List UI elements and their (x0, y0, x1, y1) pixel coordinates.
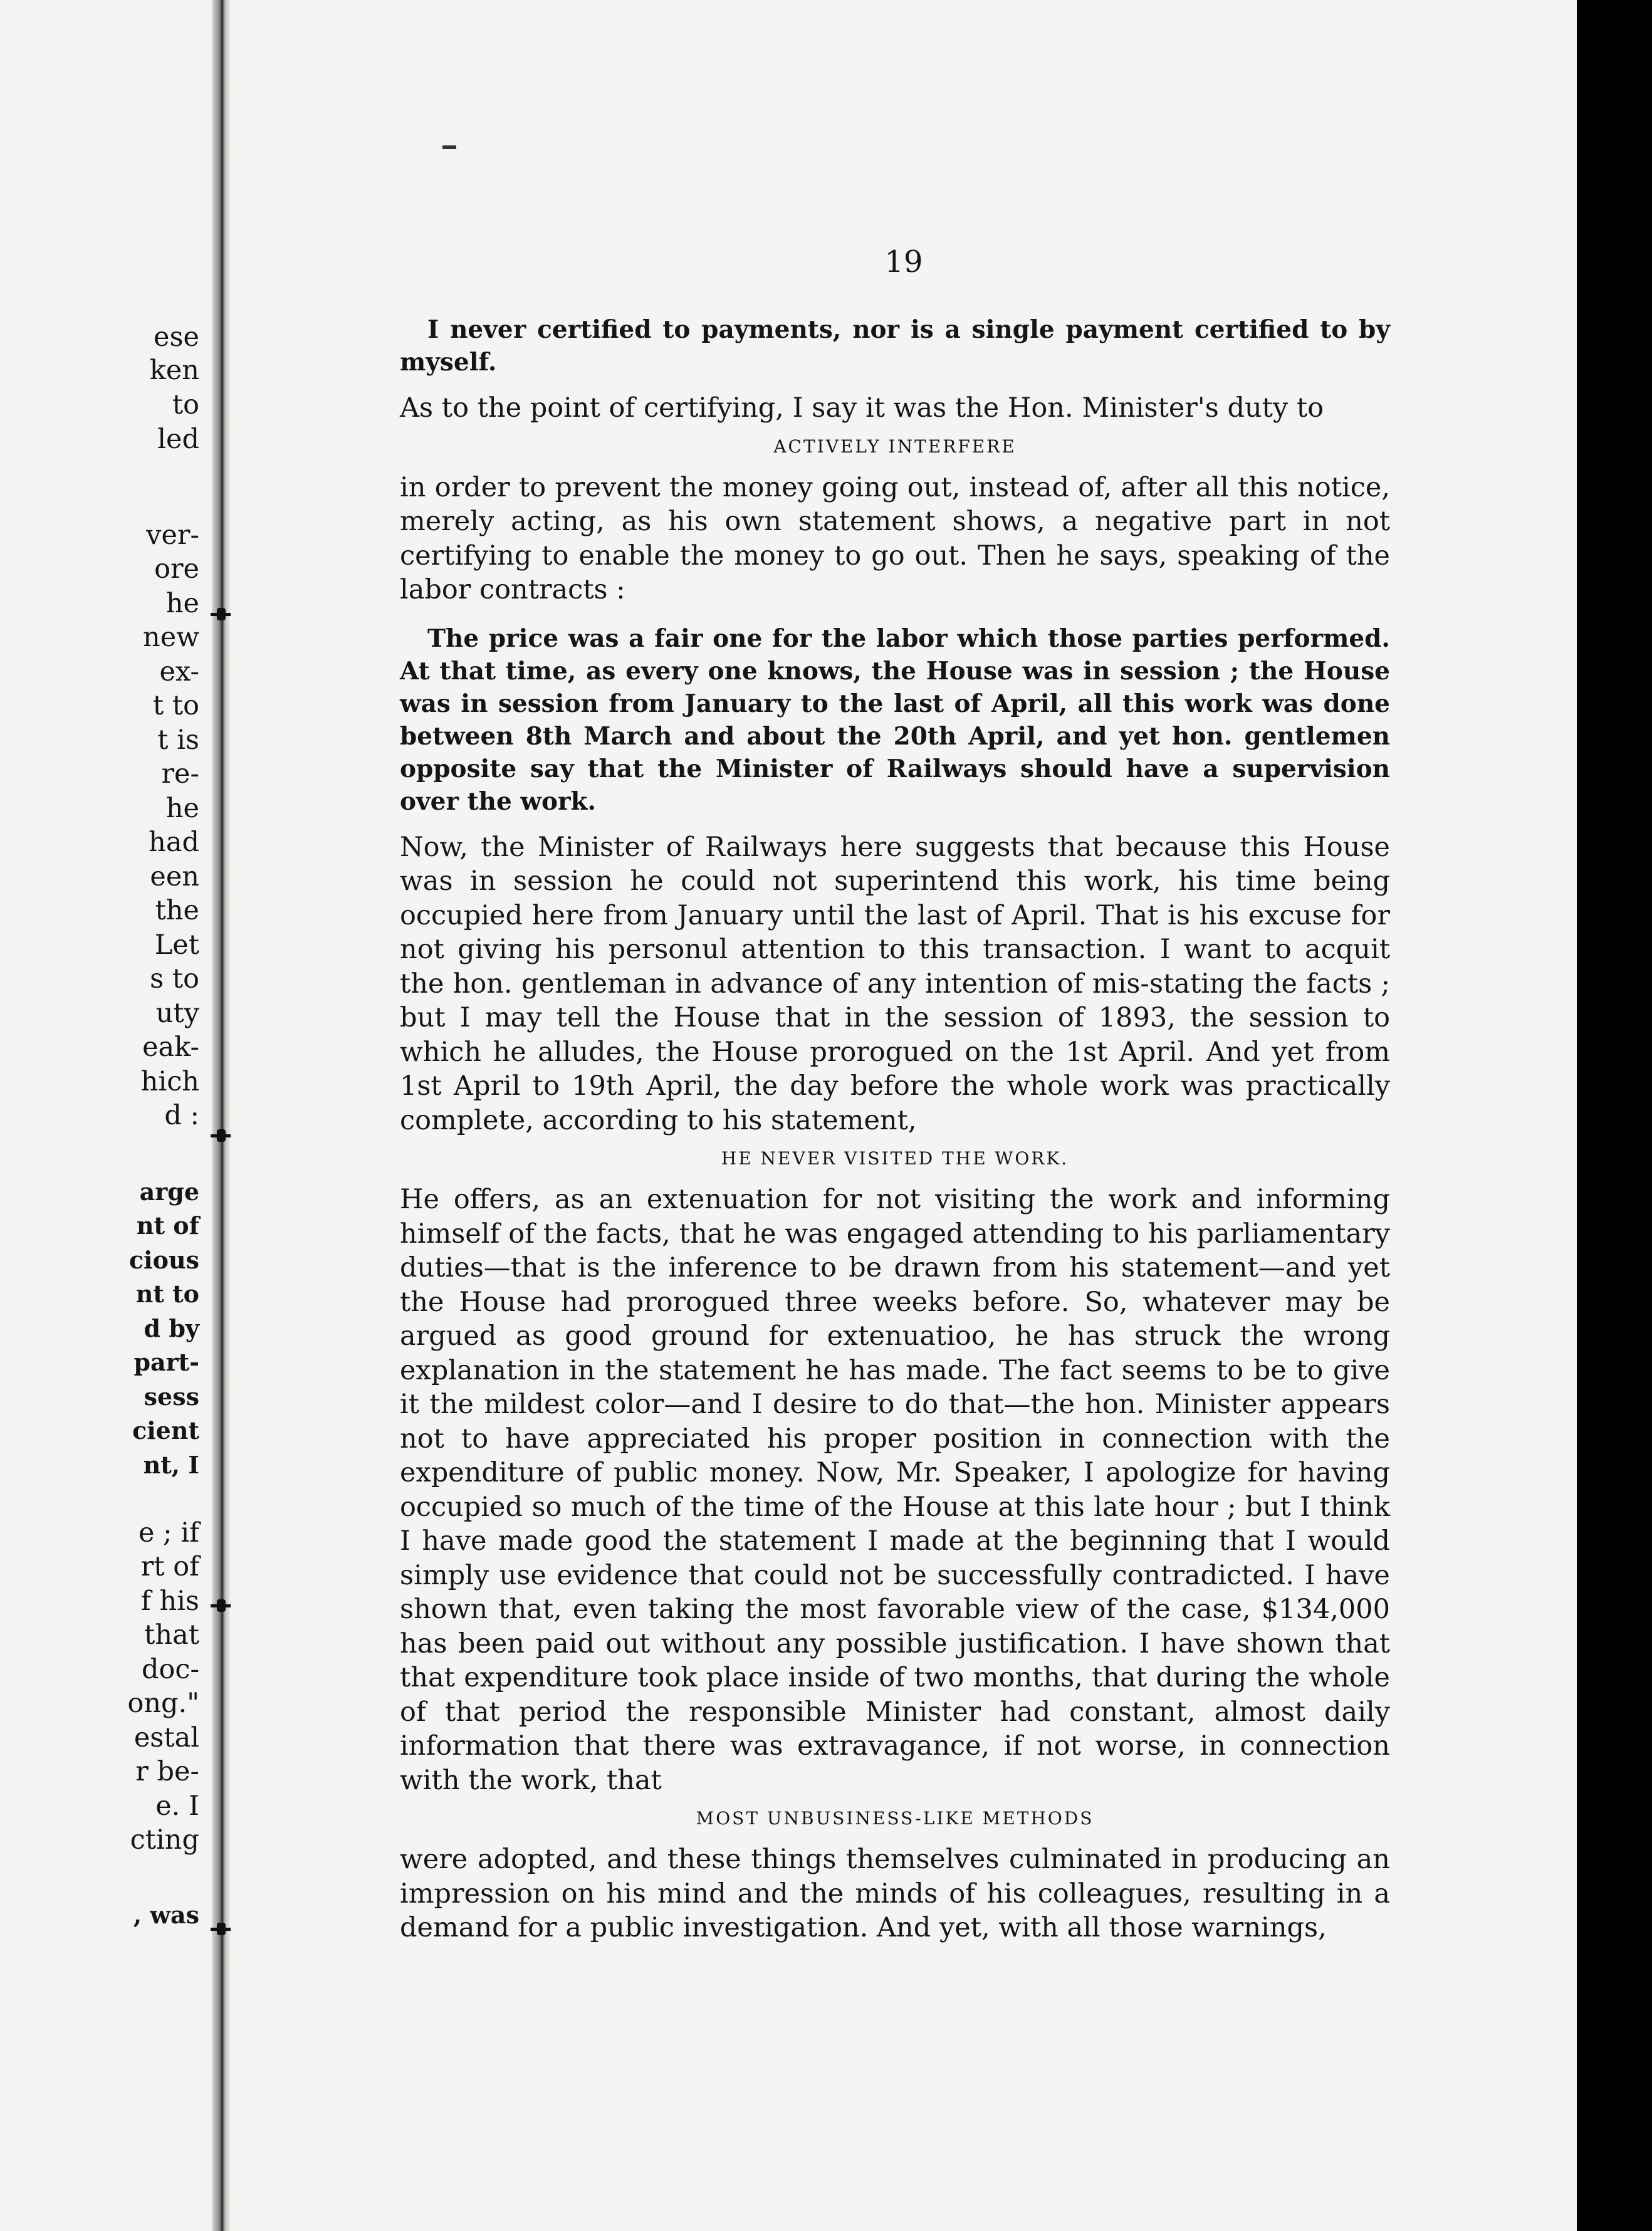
left-page-fragment: arge (139, 1178, 199, 1206)
left-page-fragment: cious (129, 1246, 199, 1274)
left-page-fragment: t to (152, 690, 199, 721)
scan-border (1577, 0, 1652, 2231)
left-page-fragment: een (150, 861, 199, 892)
left-page-fragment: nt of (136, 1211, 199, 1240)
left-page-fragment: he (165, 588, 199, 619)
left-page-fragment: the (155, 895, 199, 926)
left-page-fragment: nt to (135, 1280, 199, 1308)
left-page-fragment: ex- (159, 656, 199, 687)
left-page-fragment: eak- (142, 1032, 199, 1063)
paragraph-certifying: As to the point of certifying, I say it was the Hon. Minister's duty to (400, 392, 1324, 424)
left-page (0, 0, 212, 2231)
left-page-fragment: re- (161, 758, 199, 790)
paragraph-extenuation: He offers, as an extenuation for not visiting the work and informing himself of the facts, that he was engaged attending to his parliamentary duties—that is the inference to be drawn from his statement—and yet the House had prorogued three weeks before. So, whatever may be argued as good ground for extenuatioo, he has struck the wrong explanation in the statement he has made. The fact seems to be to give it the mildest color—and I desire to do that—the hon. Minister appears not to have appreciated his proper position in connection with the expenditure of public money. Now, Mr. Speaker, I apologize for having occupied so much of the time of the House at this late hour ; but I think I have made good the statement I made at the beginning that I would simply use evidence that could not be successfully contradicted. I have shown that, even taking the most favorable view of the case, $134,000 has been paid out without any possible justification. I have shown that that expenditure took place inside of two months, that during the whole of that period the responsible Minister had constant, almost daily information that there was extravagance, if not worse, in connection with the work, that (400, 1184, 1390, 1796)
paragraph-prevent-money: in order to prevent the money going out, instead of, after all this notice, merely acting, as his own statement shows, a negative part in not certifying to enable the money to go out. Then he says, speaking of the labor contracts : (400, 471, 1390, 605)
print-mark (442, 145, 456, 149)
left-page-fragment: part- (133, 1348, 199, 1376)
left-page-fragment: Let (154, 929, 199, 961)
left-page-fragment: ese (154, 321, 199, 353)
heading-actively-interfere: ACTIVELY INTERFERE (773, 436, 1017, 457)
left-page-fragment: had (149, 827, 199, 858)
left-page-fragment: cient (132, 1416, 199, 1445)
left-page-fragment: ong." (127, 1688, 199, 1719)
paragraph-warnings: were adopted, and these things themselves culminated in producing an impression on his mind and the minds of his colleagues, resulting in a demand for a public investigation. And yet, with all those warnings, (400, 1844, 1390, 1943)
left-page-fragment: t is (157, 724, 199, 756)
left-page-fragment: to (172, 389, 199, 421)
heading-never-visited: HE NEVER VISITED THE WORK. (721, 1148, 1069, 1169)
left-page-fragment: , was (133, 1901, 199, 1929)
quoted-statement: The price was a fair one for the labor which those parties performed. At that time, as every one knows, the House was in session ; the House was in session from January to the last of April, all this work was done between 8th March and about the 20th April, and yet hon. gentlemen opposite say that the Minister of Railways should have a supervision over the work. (400, 624, 1390, 816)
left-page-fragment: hich (140, 1066, 199, 1097)
left-page-fragment: s to (150, 963, 199, 995)
left-page-fragment: rt of (140, 1551, 199, 1582)
left-page-fragment: nt, I (143, 1451, 199, 1479)
paragraph-certified: I never certified to payments, nor is a single payment certified to by myself. (400, 315, 1390, 377)
left-page-fragment: doc- (141, 1654, 199, 1685)
left-page-fragment: e ; if (139, 1517, 199, 1549)
left-page-fragment: e. I (155, 1790, 199, 1822)
left-page-fragment: f his (140, 1586, 199, 1617)
page-body (400, 238, 1390, 1953)
heading-unbusiness-like: MOST UNBUSINESS-LIKE METHODS (696, 1808, 1094, 1829)
left-page-fragment: new (143, 622, 199, 653)
left-page-fragment: he (165, 793, 199, 824)
left-page-fragment: sess (144, 1382, 199, 1411)
left-page-fragment: r be- (135, 1756, 199, 1787)
left-page-fragment: ken (149, 355, 199, 386)
left-page-fragment: ore (154, 553, 199, 585)
left-page-fragment: uty (155, 998, 199, 1029)
left-page-fragment: estal (133, 1722, 199, 1753)
paragraph-session: Now, the Minister of Railways here suggests that because this House was in session he could not superintend this work, his time being occupied here from January until the last of April. That is his excuse for not giving his personul attention to this transaction. I want to acquit the hon. gentleman in advance of any intention of mis-stating the facts ; but I may tell the House that in the session of 1893, the session to which he alludes, the House prorogued on the 1st April. And yet from 1st April to 19th April, the day before the whole work was practically complete, according to his statement, (400, 831, 1390, 1136)
left-page-fragment: ver- (146, 520, 199, 551)
left-page-fragment: led (157, 424, 199, 455)
page-number: 19 (884, 244, 923, 280)
book-gutter (212, 0, 231, 2231)
left-page-fragment: d by (144, 1314, 199, 1342)
left-page-fragment: d : (164, 1100, 199, 1131)
right-page (231, 0, 1577, 2231)
left-page-fragment: that (144, 1619, 199, 1651)
left-page-fragment: cting (130, 1824, 199, 1856)
